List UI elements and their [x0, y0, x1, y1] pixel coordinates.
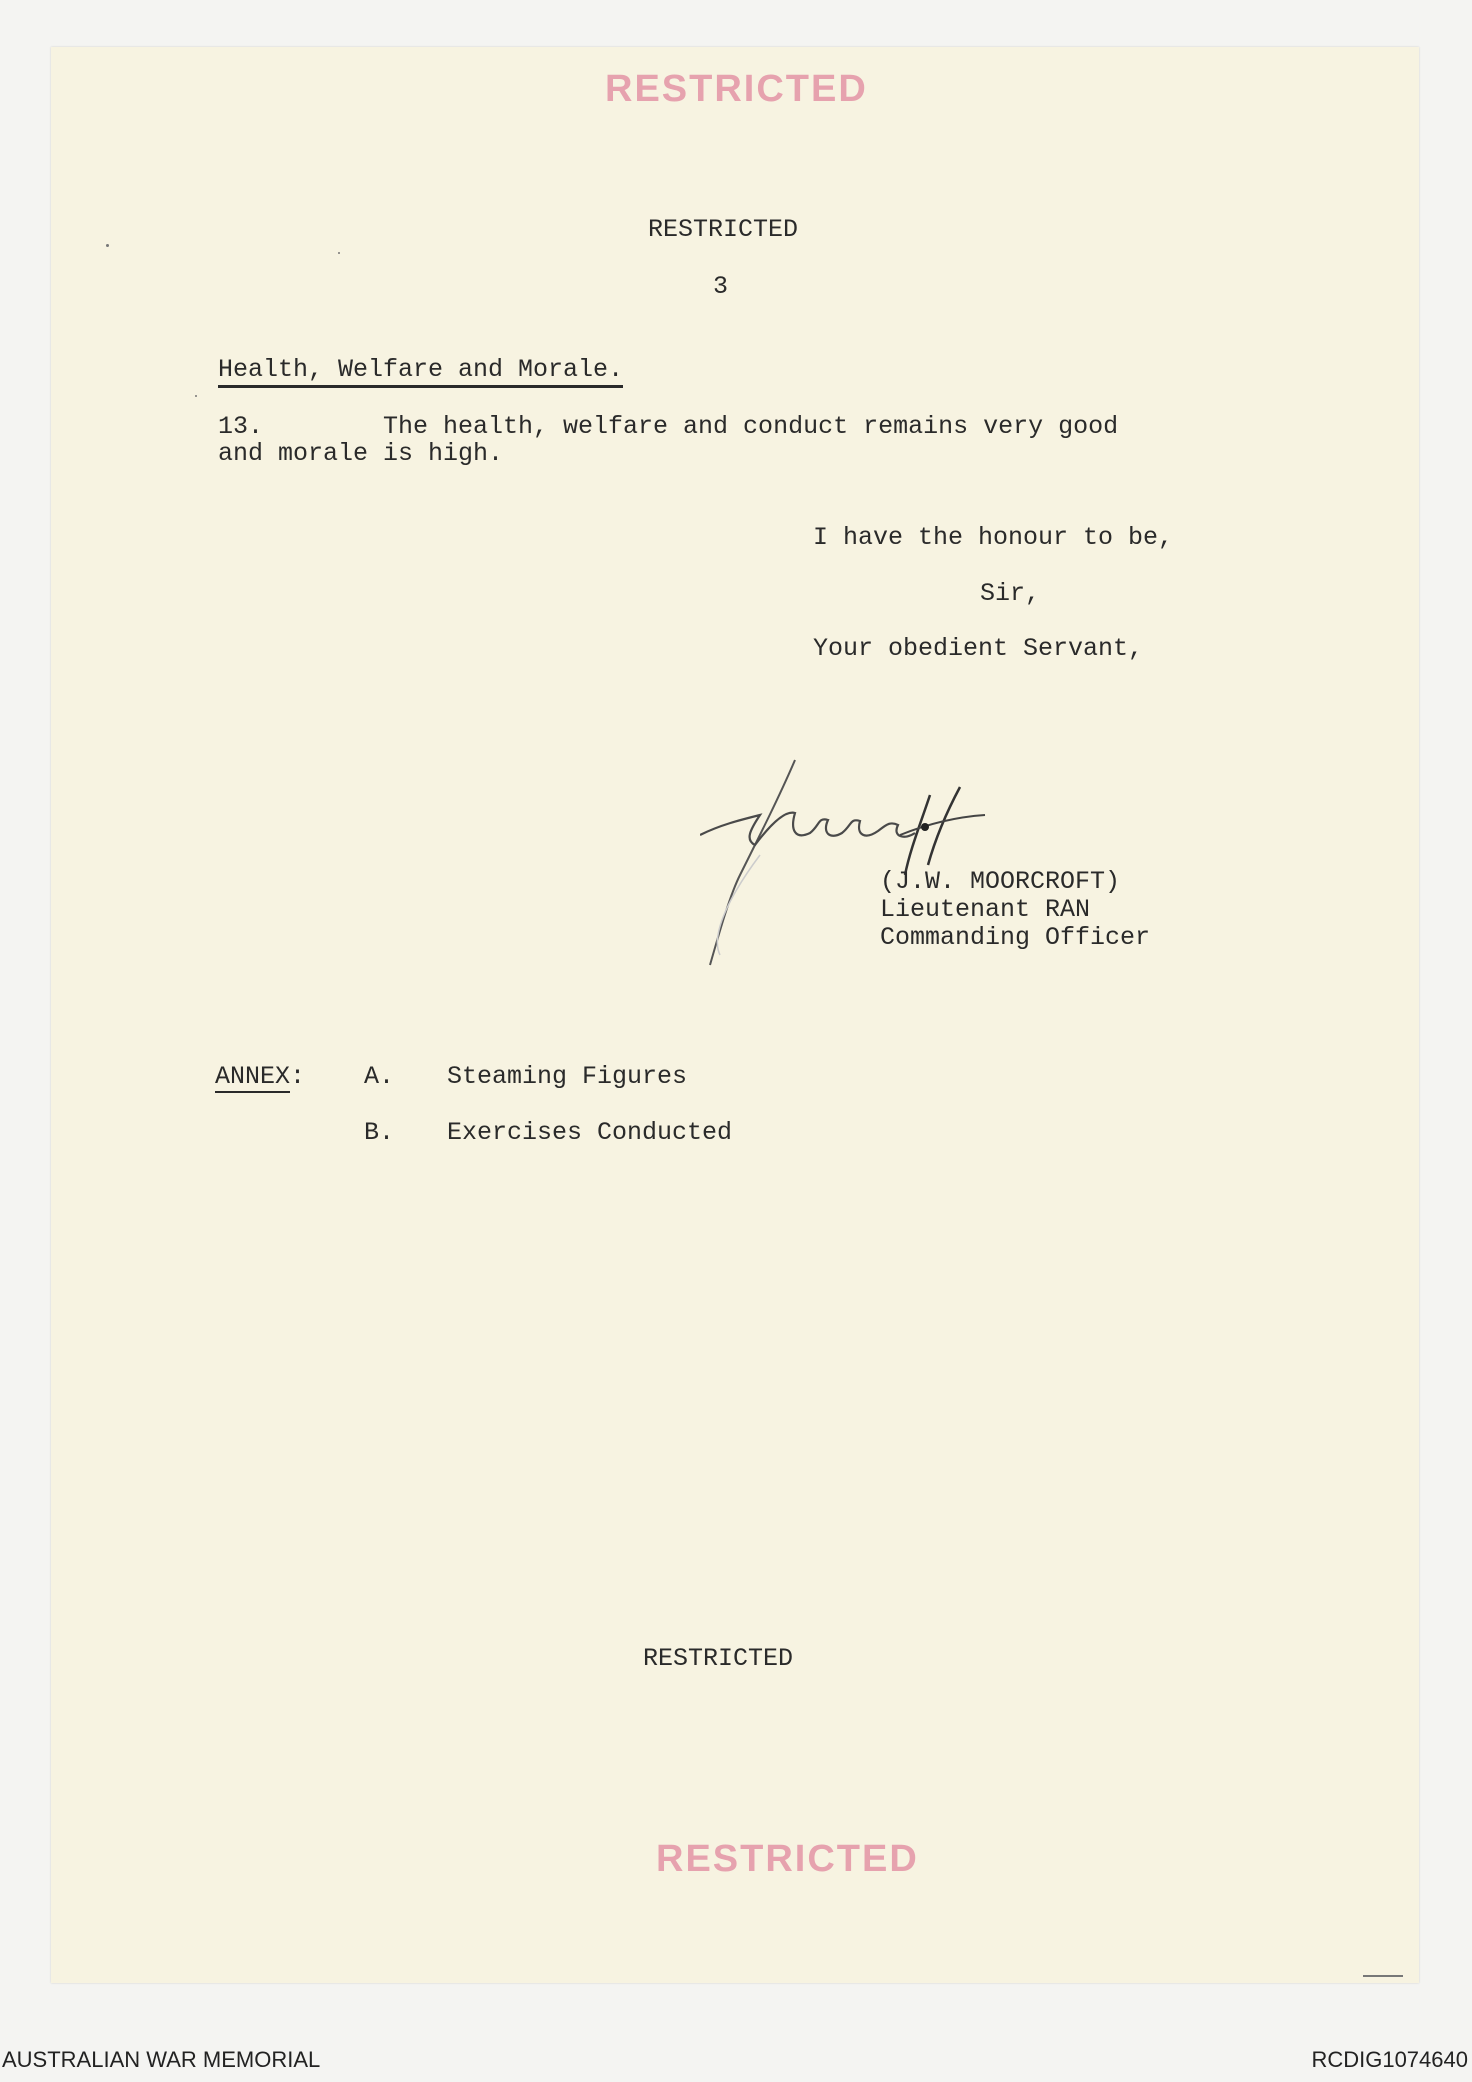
paper-speck	[195, 395, 197, 397]
document-page	[51, 47, 1419, 1983]
closing-salutation: Sir,	[980, 579, 1041, 608]
archive-source-label: AUSTRALIAN WAR MEMORIAL	[2, 2047, 321, 2072]
restricted-stamp-bottom: RESTRICTED	[656, 1838, 919, 1880]
paper-speck	[338, 252, 340, 254]
header-classification: RESTRICTED	[648, 215, 799, 244]
signatory-name: (J.W. MOORCROFT)	[880, 867, 1121, 896]
restricted-stamp-top: RESTRICTED	[605, 68, 868, 110]
footer-classification: RESTRICTED	[643, 1644, 794, 1673]
paragraph-text-line: and morale is high.	[218, 439, 504, 468]
annex-colon: :	[290, 1062, 306, 1091]
closing-line: Your obedient Servant,	[813, 634, 1144, 663]
signatory-rank: Lieutenant RAN	[880, 895, 1091, 924]
signatory-role: Commanding Officer	[880, 923, 1151, 952]
annex-item-letter: A.	[364, 1062, 395, 1091]
annex-item-text: Exercises Conducted	[447, 1118, 733, 1147]
paper-speck	[106, 244, 109, 247]
annex-item-text: Steaming Figures	[447, 1062, 688, 1091]
closing-line: I have the honour to be,	[813, 523, 1174, 552]
archive-id-label: RCDIG1074640	[1311, 2047, 1468, 2072]
paragraph-text-line: The health, welfare and conduct remains very good	[383, 412, 1119, 441]
annex-item-letter: B.	[364, 1118, 395, 1147]
paragraph-number: 13.	[218, 412, 264, 441]
annex-label: ANNEX	[215, 1062, 291, 1091]
page-number: 3	[713, 272, 729, 301]
paper-edge-mark	[1363, 1975, 1403, 1977]
section-heading: Health, Welfare and Morale.	[218, 356, 623, 388]
